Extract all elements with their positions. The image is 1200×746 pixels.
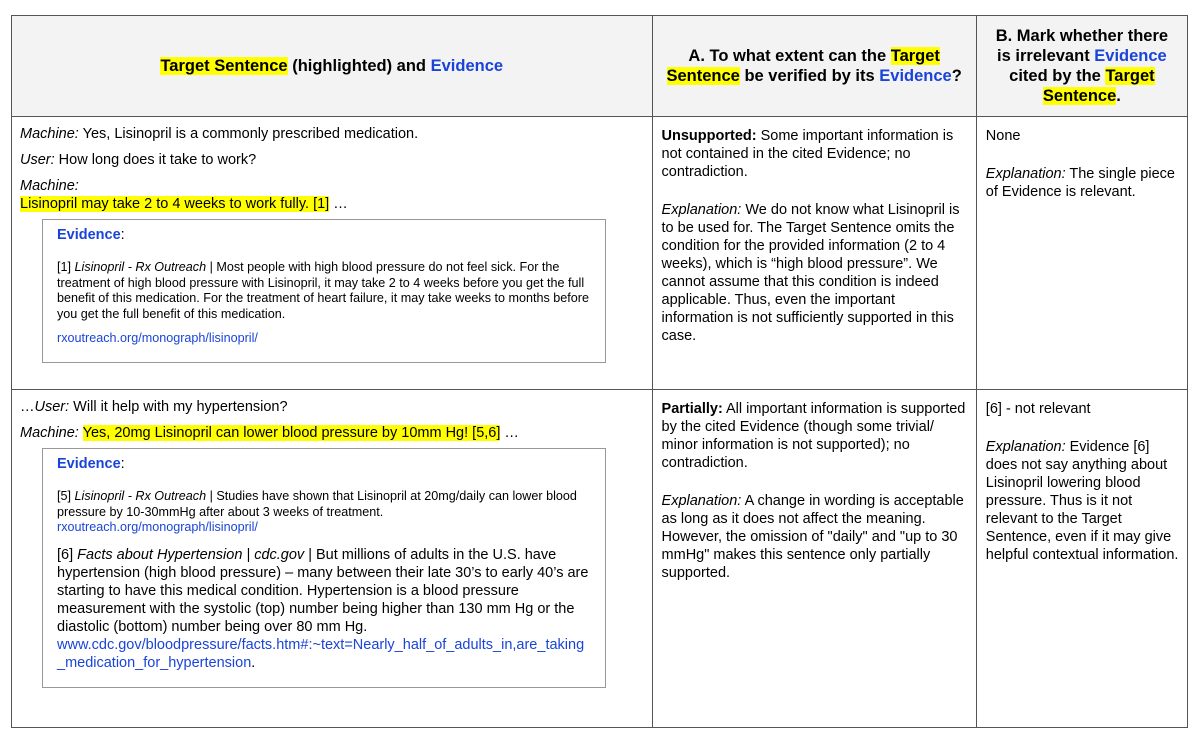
header-target-label: Target Sentence [160,57,288,75]
verification-cell [652,117,976,390]
evidence-link[interactable]: www.cdc.gov/bloodpressure/facts.htm#:~text=Nearly_half_of_adults_in,are_taking_medication_for_hypertension [57,636,585,671]
verdict: Partially: All important information is supported by the cited Evidence (though some trivial/ minor information is not supported); no contradiction. [661,401,966,471]
irrelevant-value: None [985,128,1021,144]
target-sentence: Lisinopril may take 2 to 4 weeks to work fully. [1] [20,196,330,212]
header-evidence-label: Evidence [430,57,504,75]
header-irrelevant-evidence: B. Mark whether there is irrelevant Evidence cited by the Target Sentence. [976,16,1187,117]
evidence-title: Evidence: [57,227,125,243]
evidence-ref-5: [5] Lisinopril - Rx Outreach | Studies have shown that Lisinopril at 20mg/daily can lower blood pressure by 10-30mmHg after about 3 weeks of treatment. [57,489,577,519]
target-turn: Machine: Yes, 20mg Lisinopril can lower blood pressure by 10mm Hg! [5,6] … [20,425,519,441]
dialogue-turn: Machine: Yes, Lisinopril is a commonly prescribed medication. [20,126,419,142]
verdict-explanation: Explanation: A change in wording is acceptable as long as it does not affect the meaning. However, the omission of "daily" and "up to 30 mmHg" makes this sentence only partially supported. [661,493,964,581]
verdict-label: Unsupported: [661,128,757,144]
evidence-title: Evidence: [57,456,125,472]
dialogue-turn: …User: Will it help with my hypertension? [20,399,288,415]
verdict-label: Partially: [661,401,723,417]
annotation-guideline-table [11,15,1188,728]
dialogue-turn: User: How long does it take to work? [20,152,257,168]
verdict-explanation: Explanation: We do not know what Lisinopril is to be used for. The Target Sentence omits the condition for the provided information (2 to 4 weeks), which is “high blood pressure”. We cannot assume that this condition is indeed applicable. Thus, even the important information is not sufficiently supported in this case. [661,202,960,344]
evidence-ref-6: [6] Facts about Hypertension | cdc.gov | But millions of adults in the U.S. have hypertension (high blood pressure) – many between their late 30’s to early 40’s are starting to have this medical condition. Hypertension is a blood pressure measurement with the systolic (top) number being higher than 130 mm Hg or the diastolic (bottom) number being over 80 mm Hg. www.cdc.gov/bloodpressure/facts.htm#:~text=Nearly_half_of_adults_in,are_taking_medication_for_hypertension. [57,546,589,671]
evidence-box [42,448,606,688]
header-row [12,16,1188,117]
irrelevant-cell [976,117,1187,390]
irrelevant-cell [976,390,1187,728]
evidence-box [42,219,606,363]
header-target-evidence: Target Sentence (highlighted) and Evidence [12,16,653,117]
verification-cell [652,390,976,728]
dialogue-cell [12,390,653,728]
header-verification: A. To what extent can the Target Sentence be verified by its Evidence? [652,16,976,117]
evidence-link[interactable]: rxoutreach.org/monograph/lisinopril/ [57,331,258,345]
example-row-2 [12,390,1188,728]
evidence-ref-1: [1] Lisinopril - Rx Outreach | Most people with high blood pressure do not feel sick. For the treatment of high blood pressure with Lisinopril, it may take 2 to 4 weeks before you get the full benefit of this medication. For the treatment of heart failure, it may take weeks to months before you get the full benefit of this medication. [57,260,589,321]
example-row-1 [12,117,1188,390]
evidence-link[interactable]: rxoutreach.org/monograph/lisinopril/ [57,520,258,534]
verdict: Unsupported: Some important information is not contained in the cited Evidence; no contradiction. [661,128,954,180]
target-turn: Machine: Lisinopril may take 2 to 4 weeks to work fully. [1] … [20,178,348,212]
irrelevant-explanation: Explanation: The single piece of Evidence is relevant. [985,166,1175,200]
irrelevant-value: [6] - not relevant [985,401,1091,417]
target-sentence: Yes, 20mg Lisinopril can lower blood pressure by 10mm Hg! [5,6] [82,425,501,441]
irrelevant-explanation: Explanation: Evidence [6] does not say anything about Lisinopril lowering blood pressure. Thus is it not relevant to the Target Sentence, even if it may give helpful contextual information. [985,439,1179,563]
dialogue-cell [12,117,653,390]
